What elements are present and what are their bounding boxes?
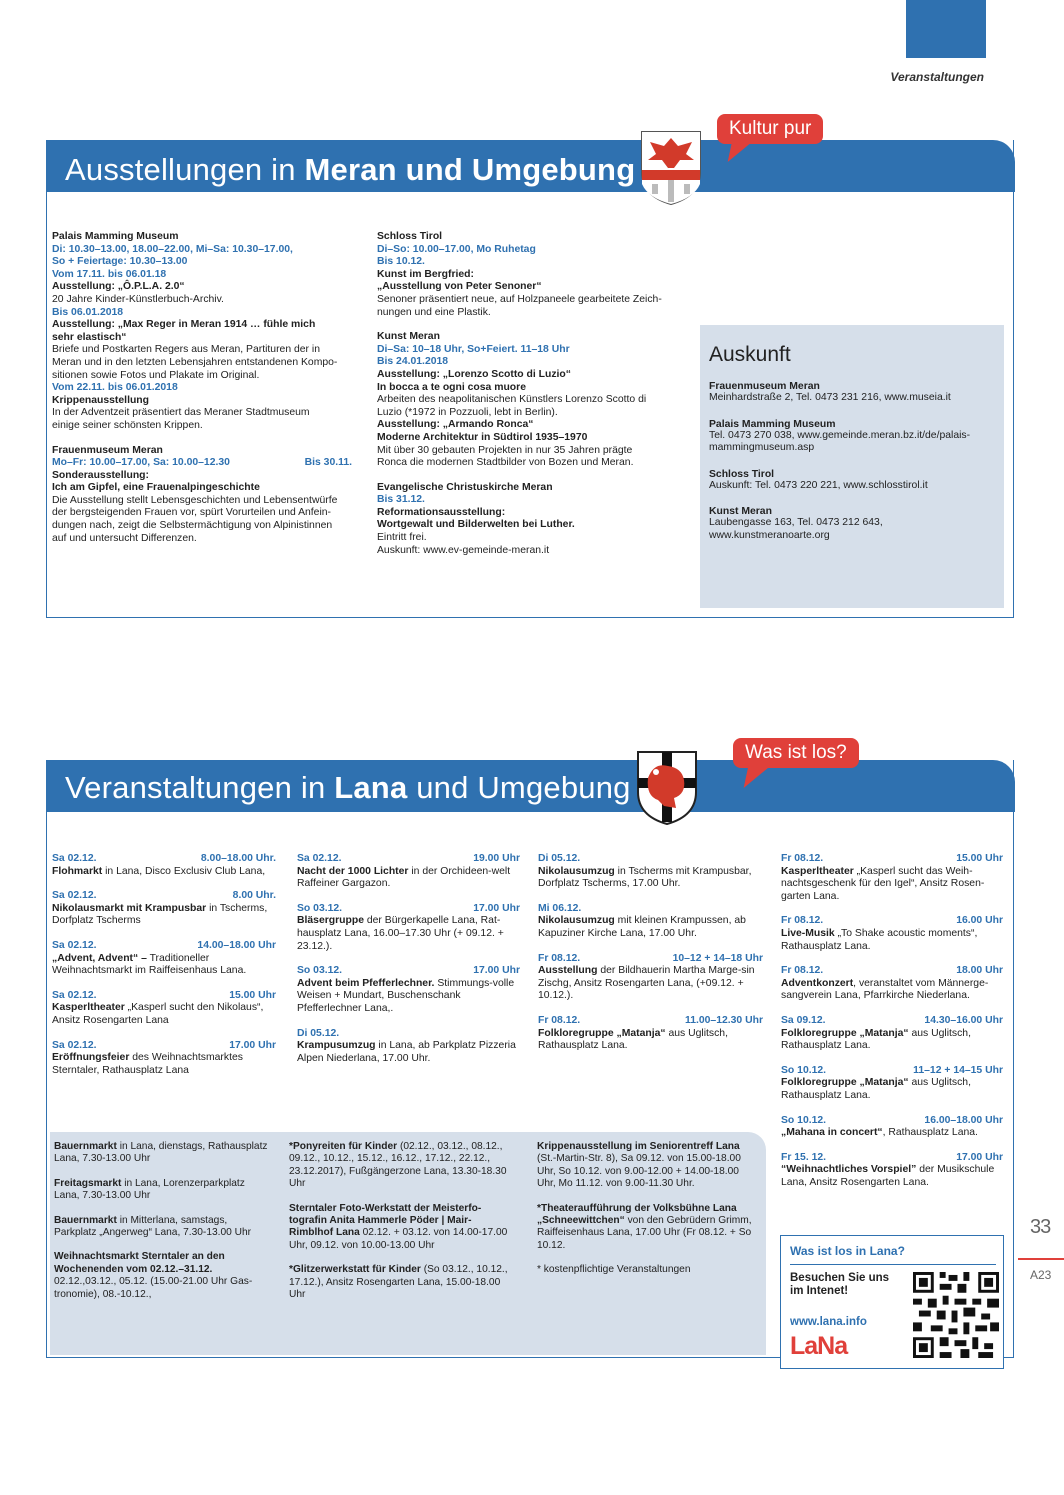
event-item bbox=[538, 853, 763, 891]
event-item bbox=[781, 1065, 1003, 1103]
event-name: Advent beim Pfefferlechner. bbox=[297, 977, 435, 989]
event-date-row bbox=[297, 853, 520, 866]
event-item bbox=[52, 890, 276, 928]
event-time: 17.00 Uhr bbox=[956, 1151, 1003, 1163]
event-date: Sa 02.12. bbox=[52, 1039, 97, 1051]
market-item bbox=[289, 1203, 511, 1253]
lana-title: Veranstaltungen in Lana und Umgebung bbox=[65, 770, 631, 805]
market-details: in Mitterlana, samstags, Parkplatz „Angerweg“ Lana, 7.30-13.00 Uhr bbox=[54, 1214, 252, 1239]
event-time: 14.30–16.00 Uhr bbox=[924, 1014, 1003, 1026]
page-number: 33 bbox=[1030, 1216, 1051, 1238]
meran-bubble: Kultur pur bbox=[717, 114, 823, 144]
event-date: Fr 08.12. bbox=[538, 952, 581, 964]
event-date: Di 05.12. bbox=[297, 1027, 340, 1039]
event-details: in Tscherms mit Krampusbar, Dorfplatz Tscherms, 17.00 Uhr. bbox=[538, 865, 752, 890]
market-item bbox=[537, 1264, 759, 1276]
event-item bbox=[538, 903, 763, 941]
event-date-row bbox=[781, 915, 1003, 928]
market-item bbox=[54, 1141, 270, 1166]
market-name: Bauernmarkt bbox=[54, 1141, 117, 1152]
event-date-row bbox=[297, 903, 520, 916]
market-item bbox=[54, 1178, 270, 1203]
event-details: „To Shake acoustic moments“, Rathausplatz Lana. bbox=[781, 927, 978, 952]
event-date-row bbox=[781, 1065, 1003, 1078]
event-time: 15.00 Uhr bbox=[229, 989, 276, 1001]
event-item bbox=[297, 853, 520, 891]
market-item bbox=[54, 1251, 270, 1301]
event-time: 17.00 Uhr bbox=[229, 1039, 276, 1051]
event-date: So 03.12. bbox=[297, 965, 343, 977]
event-item bbox=[781, 1015, 1003, 1053]
event-date: Sa 02.12. bbox=[297, 853, 342, 864]
lana-column-1 bbox=[52, 853, 276, 1089]
event-time: 19.00 Uhr bbox=[473, 853, 520, 864]
band-column-1 bbox=[54, 1141, 270, 1313]
event-date: Sa 09.12. bbox=[781, 1014, 826, 1026]
event-name: Folkloregruppe „Matanja“ bbox=[781, 1077, 909, 1089]
event-name: Flohmarkt bbox=[52, 865, 103, 877]
event-date-row bbox=[538, 903, 763, 916]
event-details: der Bürgerkapelle Lana, Rat-hausplatz Lana, 16.00–17.30 Uhr (+ 09.12. + 23.12.). bbox=[297, 915, 504, 952]
event-item bbox=[297, 965, 520, 1015]
event-time: 8.00–18.00 Uhr. bbox=[200, 853, 276, 864]
event-time: 17.00 Uhr bbox=[473, 965, 520, 977]
event-details: in Lana, ab Parkplatz Pizzeria Alpen Niederlana, 17.00 Uhr. bbox=[297, 1040, 516, 1064]
event-name: “Weihnachtliches Vorspiel” bbox=[781, 1164, 917, 1176]
event-item bbox=[538, 953, 763, 1003]
market-details: in Lana, Lorenzerparkplatz Lana, 7.30-13.00 Uhr bbox=[54, 1177, 245, 1202]
event-name: Live-Musik bbox=[781, 927, 835, 939]
event-date: Fr 15. 12. bbox=[781, 1151, 827, 1163]
info-heading: Auskunft bbox=[709, 343, 791, 366]
event-details: mit kleinen Krampussen, ab Kapuziner Kirche Lana, 17.00 Uhr. bbox=[538, 915, 746, 939]
event-name: „Mahana in concert“ bbox=[781, 1127, 883, 1139]
event-details: „Kasperl sucht den Nikolaus“, Ansitz Rosengarten Lana bbox=[52, 1002, 264, 1026]
market-details: 02.12. + 03.12. von 14.00-17.00 Uhr, 09.12. von 10.00-13.00 Uhr bbox=[289, 1227, 508, 1251]
page-rule bbox=[1018, 1258, 1064, 1260]
event-name: Kasperltheater bbox=[781, 865, 854, 877]
event-name: Folkloregruppe „Matanja“ bbox=[538, 1027, 666, 1039]
event-date: Fr 08.12. bbox=[781, 965, 824, 977]
event-details: in Tscherms, Dorfplatz Tscherms bbox=[52, 902, 268, 927]
market-details: 02.12.,03.12., 05.12. (15.00-21.00 Uhr Gas-tronomie), 08.-10.12., bbox=[54, 1276, 253, 1300]
event-date-row bbox=[538, 853, 763, 866]
event-details: in Lana, Disco Exclusiv Club Lana, bbox=[102, 865, 266, 877]
meran-coat-of-arms-icon bbox=[638, 128, 704, 206]
page-code: A23 bbox=[1030, 1268, 1052, 1282]
event-name: Nacht der 1000 Lichter bbox=[297, 865, 409, 877]
lana-logo: LaNa bbox=[790, 1332, 848, 1360]
market-name: *Glitzerwerkstatt für Kinder bbox=[289, 1264, 421, 1276]
event-date: Sa 02.12. bbox=[52, 890, 97, 902]
section-label: Veranstaltungen bbox=[890, 70, 984, 84]
lana-column-4 bbox=[781, 853, 1003, 1201]
event-date-row bbox=[52, 940, 276, 953]
event-item bbox=[781, 965, 1003, 1003]
market-details: (St.-Martin-Str. 8), Sa 09.12. von 15.00-18.00 Uhr, So 10.12. von 9.00-12.00 + 14.00-18.00 Uhr, Mo 11.12. von 9.00-11.30 Uhr. bbox=[537, 1153, 741, 1190]
event-name: Nikolausumzug bbox=[538, 865, 615, 877]
event-details: in der Orchideen-welt Raffeiner Gargazon. bbox=[297, 865, 511, 890]
lana-bubble: Was ist los? bbox=[733, 738, 859, 768]
event-item bbox=[538, 1015, 763, 1053]
event-details: , veranstaltet vom Männerge-sangverein Lana, Pfarrkirche Niederlana. bbox=[781, 977, 989, 1002]
event-details: der Bildhauerin Martha Marge-sin Zischg, Ansitz Rosengarten Lana, (+09.12. + 10.12.). bbox=[538, 965, 755, 1002]
event-date-row bbox=[538, 1015, 763, 1028]
event-details: Traditioneller Weihnachtsmarkt im Raiffeisenhaus Lana. bbox=[52, 952, 247, 977]
event-name: Adventkonzert bbox=[781, 977, 854, 989]
info-box: Auskunft Frauenmuseum Meran Meinhardstraße 2, Tel. 0473 231 216, www.museia.it Palais Mamming Museum Tel. 0473 270 038, www.gemeinde.meran.bz.it/de/palais- mammingmuseum.asp Schloss Tirol Auskunft: Tel. 0473 220 221, www.schlosstirol.it Kunst Meran Laubengasse 163, Tel. 0473 212 643, www.kunstmeranoarte.org bbox=[700, 325, 1004, 608]
event-time: 14.00–18.00 Uhr bbox=[197, 939, 276, 951]
meran-column-2: Schloss Tirol Di–So: 10.00–17.00, Mo Ruhetag Bis 10.12. Kunst im Bergfried: „Ausstellung von Peter Senoner“ Senoner präsentiert neue, auf Holzpaneele gearbeitete Zeich- nungen und eine Plastik. Kunst Meran Di–Sa: 10–18 Uhr, So+Feiert. 11–18 Uhr Bis 24.01.2018 Ausstellung: „Lorenzo Scotto di Luzio“ In bocca a te ogni cosa muore Arbeiten des neapolitanischen Künstlers Lorenzo Scotto di Luzio (*1972 in Pozzuoli, lebt in Berlin). Ausstellung: „Armando Ronca“ Moderne Architektur in Südtirol 1935–1970 Mit über 30 gebauten Projekten in nur 35 Jahren prägte Ronca die modernen Stadtbilder von Bozen und Meran. Evangelische Christuskirche Meran Bis 31.12. Reformationsausstellung: Wortgewalt und Bilderwelten bei Luther. Eintritt frei. Auskunft: www.ev-gemeinde-meran.it bbox=[377, 231, 662, 556]
market-details: (So 03.12., 10.12., 17.12.), Ansitz Rosengarten Lana, 15.00-18.00 Uhr bbox=[289, 1264, 508, 1301]
event-item bbox=[297, 903, 520, 953]
market-details: in Lana, dienstags, Rathausplatz Lana, 7.30-13.00 Uhr bbox=[54, 1141, 268, 1165]
event-date-row bbox=[781, 853, 1003, 866]
event-item bbox=[781, 853, 1003, 903]
event-date-row bbox=[781, 1152, 1003, 1165]
lana-column-3 bbox=[538, 853, 763, 1065]
event-date: So 03.12. bbox=[297, 902, 343, 914]
event-date-row bbox=[781, 1015, 1003, 1028]
event-date: Fr 08.12. bbox=[538, 1014, 581, 1026]
market-name: Weihnachtsmarkt Sterntaler an den Wochenenden vom 02.12.–31.12. bbox=[54, 1251, 225, 1275]
event-time: 16.00 Uhr bbox=[956, 915, 1003, 927]
event-date: Fr 08.12. bbox=[781, 915, 824, 927]
event-time: 10–12 + 14–18 Uhr bbox=[672, 952, 763, 964]
event-item bbox=[781, 915, 1003, 953]
lana-info-box: Was ist los in Lana? Besuchen Sie uns im Intenet! www.lana.info LaNa bbox=[780, 1235, 1004, 1369]
event-time: 16.00–18.00 Uhr bbox=[924, 1114, 1003, 1126]
event-name: Bläsergruppe bbox=[297, 915, 364, 927]
event-date: So 10.12. bbox=[781, 1114, 827, 1126]
event-name: Krampusumzug bbox=[297, 1040, 376, 1052]
section-tab-marker bbox=[906, 0, 986, 58]
market-item bbox=[537, 1141, 759, 1191]
event-date: Di 05.12. bbox=[538, 853, 581, 864]
market-name: Krippenausstellung im Seniorentreff Lana bbox=[537, 1141, 740, 1152]
event-time: 11.00–12.30 Uhr bbox=[685, 1014, 763, 1026]
event-date-row bbox=[781, 1115, 1003, 1128]
event-details: aus Uglitsch, Rathausplatz Lana. bbox=[538, 1027, 728, 1052]
event-name: „Advent, Advent“ – bbox=[52, 952, 147, 964]
event-name: Ausstellung bbox=[538, 965, 598, 977]
event-time: 15.00 Uhr bbox=[956, 853, 1003, 864]
market-name: Bauernmarkt bbox=[54, 1214, 117, 1226]
event-item bbox=[52, 1040, 276, 1078]
market-name: *Ponyreiten für Kinder bbox=[289, 1141, 398, 1152]
event-time: 17.00 Uhr bbox=[473, 902, 520, 914]
market-details: * kostenpflichtige Veranstaltungen bbox=[537, 1264, 691, 1276]
band-column-3 bbox=[537, 1141, 759, 1289]
event-name: Kasperltheater bbox=[52, 1002, 125, 1014]
meran-title: Ausstellungen in Meran und Umgebung bbox=[65, 152, 636, 187]
market-name: *Theateraufführung der Volksbühne Lana „Schneewittchen“ bbox=[537, 1202, 737, 1227]
event-name: Nikolausmarkt mit Krampusbar bbox=[52, 902, 207, 914]
event-details: „Kasperl sucht das Weih-nachtsgeschenk für den Igel“, Ansitz Rosen-garten Lana. bbox=[781, 865, 985, 902]
event-details: der Musikschule Lana, Ansitz Rosengarten Lana. bbox=[781, 1164, 995, 1188]
lana-website-link[interactable]: www.lana.info bbox=[790, 1316, 867, 1328]
event-date-row bbox=[297, 965, 520, 978]
band-column-2 bbox=[289, 1141, 511, 1313]
qr-code-icon[interactable] bbox=[913, 1272, 999, 1358]
event-date-row bbox=[781, 965, 1003, 978]
event-date-row bbox=[52, 890, 276, 903]
event-details: , Rathausplatz Lana. bbox=[882, 1127, 978, 1139]
event-details: Stimmungs-volle Weisen + Mundart, Buschenschank Pfefferlechner Lana,. bbox=[297, 977, 515, 1014]
event-date: Fr 08.12. bbox=[781, 853, 824, 864]
event-details: des Weihnachtsmarktes Sterntaler, Rathausplatz Lana bbox=[52, 1052, 243, 1076]
market-details: von den Gebrüdern Grimm, Raiffeisenhaus Lana, 17.00 Uhr (Fr 08.12. + So 10.12. bbox=[537, 1215, 752, 1251]
event-time: 18.00 Uhr bbox=[956, 965, 1003, 977]
event-name: Folkloregruppe „Matanja“ bbox=[781, 1027, 909, 1039]
event-date: Sa 02.12. bbox=[52, 989, 97, 1001]
event-details: aus Uglitsch, Rathausplatz Lana. bbox=[781, 1077, 971, 1101]
event-date-row bbox=[52, 990, 276, 1003]
market-item bbox=[289, 1141, 511, 1191]
event-details: aus Uglitsch, Rathausplatz Lana. bbox=[781, 1027, 971, 1052]
market-name: Sterntaler Foto-Werkstatt der Meisterfo-tografin Anita Hammerle Pöder | Mair-Rimblhof Lana bbox=[289, 1202, 482, 1239]
event-item bbox=[52, 853, 276, 878]
event-date: Sa 02.12. bbox=[52, 939, 97, 951]
event-date-row bbox=[52, 1040, 276, 1053]
event-date-row bbox=[297, 1028, 520, 1041]
event-date: Mi 06.12. bbox=[538, 902, 582, 914]
market-item bbox=[537, 1203, 759, 1253]
event-item bbox=[781, 1152, 1003, 1190]
event-time: 8.00 Uhr. bbox=[232, 890, 276, 902]
event-time: 11–12 + 14–15 Uhr bbox=[913, 1064, 1003, 1076]
market-item bbox=[54, 1215, 270, 1240]
lana-column-2 bbox=[297, 853, 520, 1077]
market-item bbox=[289, 1264, 511, 1301]
event-name: Eröffnungsfeier bbox=[52, 1052, 130, 1064]
meran-column-1: Palais Mamming Museum Di: 10.30–13.00, 18.00–22.00, Mi–Sa: 10.30–17.00, So + Feiertage: 10.30–13.00 Vom 17.11. bis 06.01.18 Ausstellung: „Ô.P.L.A. 2.0“ 20 Jahre Kinder-Künstlerbuch-Archiv. Bis 06.01.2018 Ausstellung: „Max Reger in Meran 1914 … fühle mich sehr elastisch“ Briefe und Postkarten Regers aus Meran, Partituren der in Meran und in den letzten Lebensjahren entstandenen Kompo- sitionen sowie Fotos und Plakate im Original. Vom 22.11. bis 06.01.2018 Krippenausstellung In der Adventzeit präsentiert das Meraner Stadtmuseum einige seiner schönsten Krippen. Frauenmuseum Meran Mo–Fr: 10.00–17.00, Sa: 10.00–12.30 Bis 30.11. Sonderausstellung: Ich am Gipfel, eine Frauenalpingeschichte Die Ausstellung stellt Lebensgeschichten und Lebensentwürfe der bergsteigenden Frauen vor, spürt Vorurteilen und Anfein- dungen nach, zeigt die Selbstermächtigung von Alpinistinnen auf und untersucht Differenzen. bbox=[52, 231, 352, 544]
event-date: Sa 02.12. bbox=[52, 853, 97, 864]
event-item bbox=[52, 940, 276, 978]
market-name: Freitagsmarkt bbox=[54, 1177, 122, 1189]
event-item bbox=[52, 990, 276, 1028]
event-date-row bbox=[538, 953, 763, 966]
lana-coat-of-arms-icon bbox=[634, 748, 700, 826]
event-item bbox=[297, 1028, 520, 1066]
event-date: So 10.12. bbox=[781, 1064, 827, 1076]
event-item bbox=[781, 1115, 1003, 1140]
event-date-row bbox=[52, 853, 276, 866]
market-details: (02.12., 03.12., 08.12., 09.12., 10.12., 15.12., 16.12., 17.12., 22.12., 23.12.2017), Fußgängerzone Lana, 13.30-18.30 Uhr bbox=[289, 1141, 507, 1190]
event-name: Nikolausumzug bbox=[538, 915, 615, 927]
